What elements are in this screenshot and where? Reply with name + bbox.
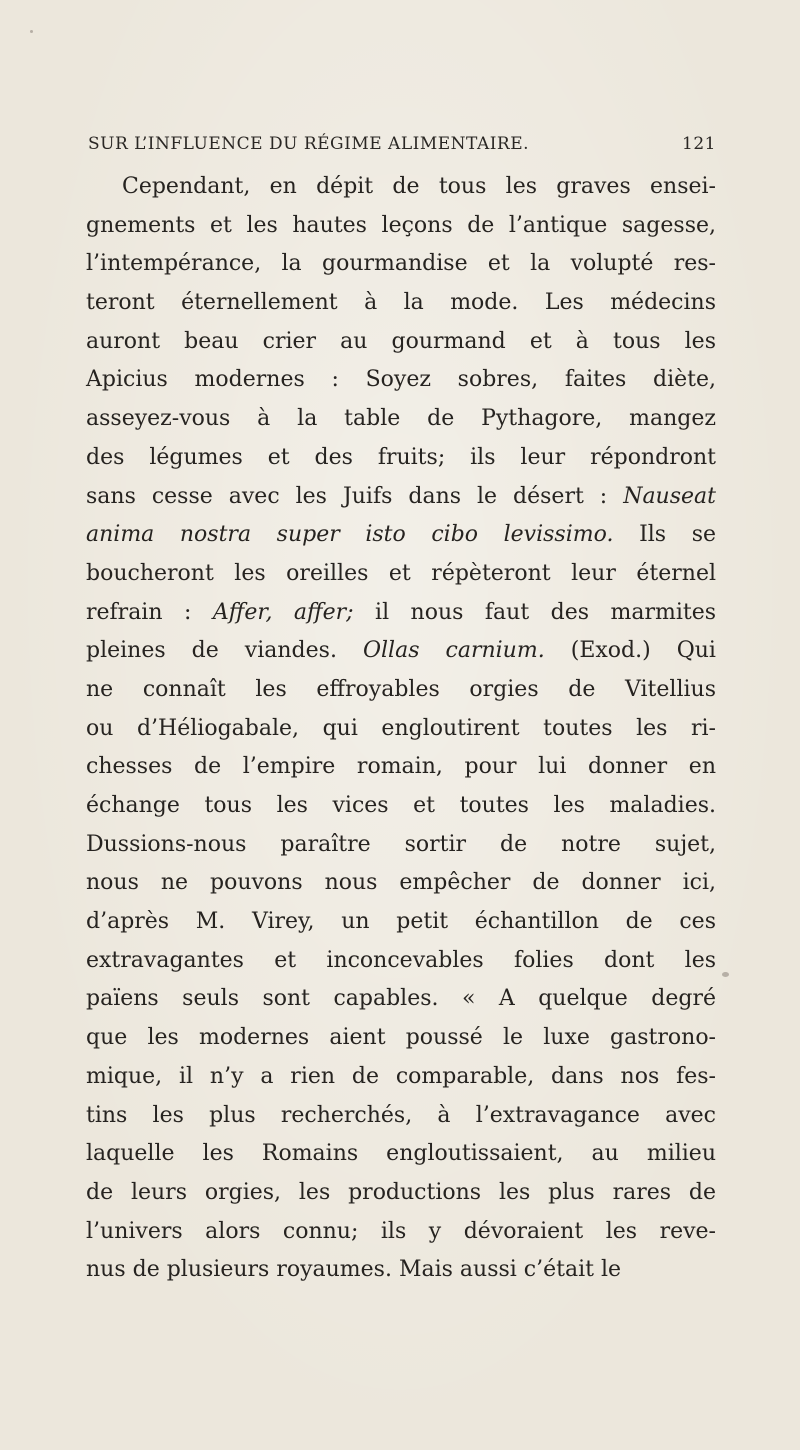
text-line: d’après M. Virey, un petit échantillon de ces [86,909,716,935]
running-head [88,134,716,162]
text-line: teront éternellement à la mode. Les médecins [86,290,716,316]
text-line: nus de plusieurs royaumes. Mais aussi c’était le [86,1257,622,1283]
latin-quote: Affer, affer; [212,599,354,625]
latin-quote: Ollas carnium. [362,638,545,664]
text-line: laquelle les Romains engloutissaient, au milieu [86,1141,716,1167]
text-line [86,478,716,517]
text-segment: sans cesse avec les Juifs dans le désert : [86,483,608,509]
latin-quote: Nauseat [623,483,716,509]
text-line: Cependant, en dépit de tous les graves ensei- [122,174,716,199]
text-line: échange tous les vices et toutes les maladies. [86,793,716,818]
text-line: ne connaît les effroyables orgies de Vitellius [86,676,716,702]
running-head-title: SUR L’INFLUENCE DU RÉGIME ALIMENTAIRE. [88,134,530,154]
text-line: chesses de l’empire romain, pour lui donner en [86,754,716,780]
text-line [86,516,716,555]
text-line: extravagantes et inconcevables folies dont les [86,947,716,973]
paper-speck [722,972,729,977]
text-segment: (Exod.) Qui [570,638,716,664]
text-line: asseyez-vous à la table de Pythagore, mangez [86,406,716,432]
text-line: l’univers alors connu; ils y dévoraient les reve- [86,1218,716,1244]
text-segment: Ils se [639,522,716,548]
text-line [86,632,716,671]
text-line: Dussions-nous paraître sortir de notre sujet, [86,831,716,857]
text-line: l’intempérance, la gourmandise et la volupté res- [86,251,716,277]
text-segment: il nous faut des marmites [375,599,717,625]
text-line: mique, il n’y a rien de comparable, dans nos fes- [86,1063,716,1089]
text-line: ou d’Héliogabale, qui engloutirent toutes les ri- [86,715,716,741]
text-segment: pleines de viandes. [86,638,337,664]
text-line: tins les plus recherchés, à l’extravagance avec [86,1102,716,1128]
text-line: païens seuls sont capables. « A quelque degré [86,986,716,1012]
body-paragraph [86,168,716,1290]
text-line: nous ne pouvons nous empêcher de donner ici, [86,870,716,896]
latin-quote: anima nostra super isto cibo levissimo. [86,522,614,548]
paper-speck [30,30,33,33]
text-line: boucheront les oreilles et répèteront leur éternel [86,560,716,586]
text-line: auront beau crier au gourmand et à tous les [86,328,716,354]
text-line: des légumes et des fruits; ils leur répondront [86,444,716,470]
text-line: gnements et les hautes leçons de l’antique sagesse, [86,212,716,238]
text-line: de leurs orgies, les productions les plus rares de [86,1179,716,1205]
text-line [86,594,716,633]
text-segment: refrain : [86,599,192,625]
text-line: que les modernes aient poussé le luxe gastrono- [86,1025,716,1051]
text-line: Apicius modernes : Soyez sobres, faites diète, [86,367,716,393]
page-number: 121 [682,134,716,154]
